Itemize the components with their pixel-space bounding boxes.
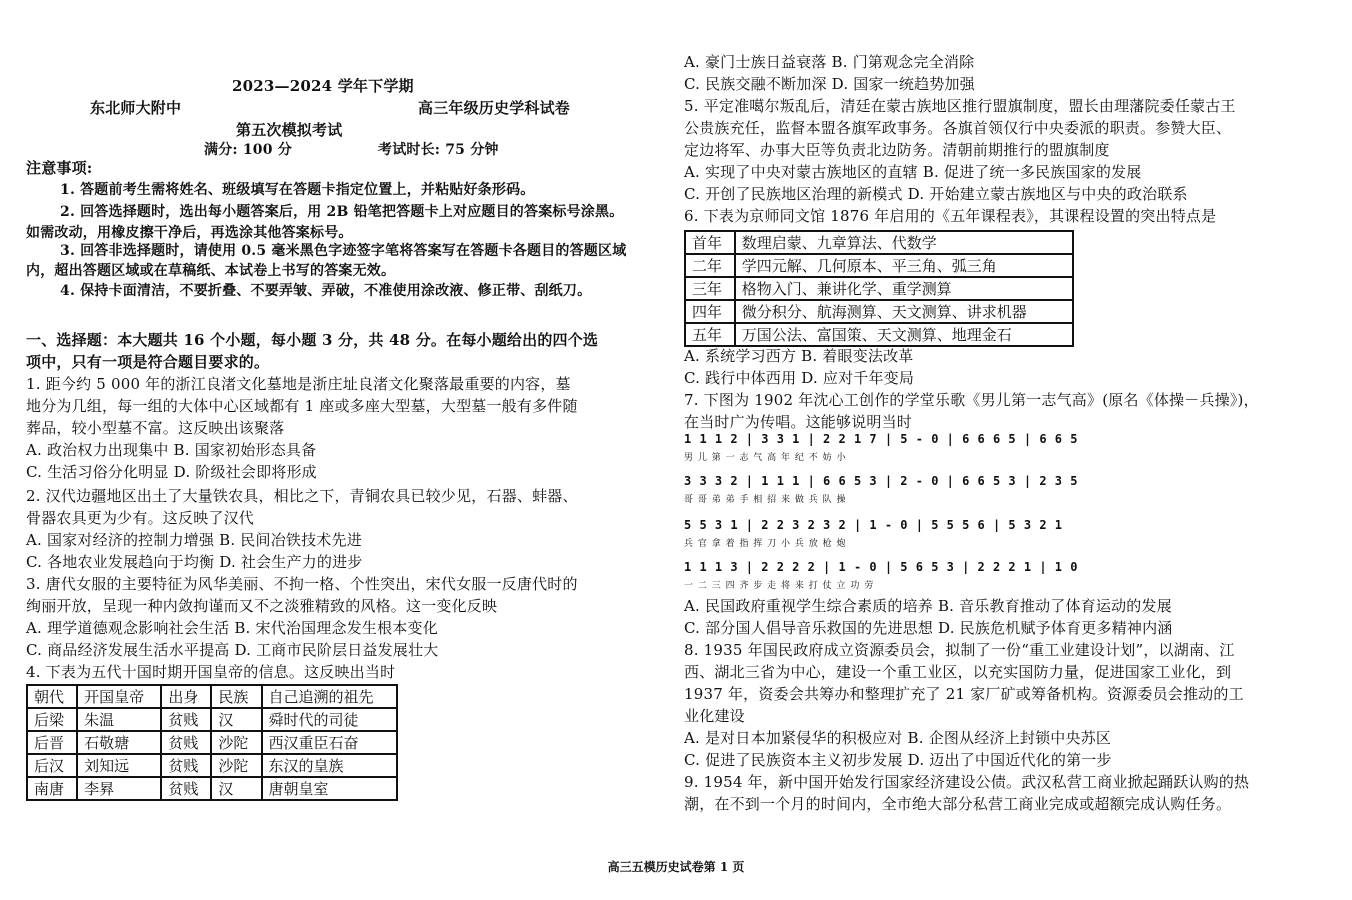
table-cell: 微分积分、航海测算、天文测算、讲求机器	[735, 300, 1073, 323]
page-footer: 高三五模历史试卷第 1 页	[607, 860, 745, 874]
table-cell: 舜时代的司徒	[262, 708, 397, 731]
table-cell: 二年	[685, 254, 735, 277]
score-staff-line: 1 1 1 3 | 2 2 2 2 | 1 - 0 | 5 6 5 3 | 2 2 2 1 | 1 0	[684, 560, 1078, 574]
question-4-options: C. 民族交融不断加深 D. 国家一统趋势加强	[684, 75, 975, 93]
table-cell: 格物入门、兼讲化学、重学测算	[735, 277, 1073, 300]
exam-round: 第五次模拟考试	[236, 121, 343, 139]
table-cell: 贫贱	[161, 731, 211, 754]
question-4-options: A. 豪门士族日益衰落 B. 门第观念完全消除	[684, 53, 975, 71]
table-cell: 后梁	[27, 708, 77, 731]
table-cell: 三年	[685, 277, 735, 300]
question-7-stem: 在当时广为传唱。这能够说明当时	[684, 413, 913, 431]
question-9-stem: 9. 1954 年，新中国开始发行国家经济建设公债。武汉私营工商业掀起踊跃认购的热	[684, 773, 1250, 791]
table-cell: 李昪	[77, 777, 161, 800]
exam-year: 2023—2024 学年下学期	[232, 77, 414, 95]
question-7-options: A. 民国政府重视学生综合素质的培养 B. 音乐教育推动了体育运动的发展	[684, 597, 1172, 615]
question-8-options: C. 促进了民族资本主义初步发展 D. 迈出了中国近代化的第一步	[684, 751, 1112, 769]
question-1-stem: 1. 距今约 5 000 年的浙江良渚文化墓地是浙庄址良渚文化聚落最重要的内容，墓	[26, 375, 571, 393]
question-8-stem: 业化建设	[684, 707, 745, 725]
question-6-stem: 6. 下表为京师同文馆 1876 年启用的《五年课程表》，其课程设置的突出特点是	[684, 207, 1217, 225]
question-8-stem: 西、湖北三省为中心，建设一个重工业区，以充实国防力量，促进国家工业化，到	[684, 663, 1232, 681]
question-5-options: C. 开创了民族地区治理的新模式 D. 开始建立蒙古族地区与中央的政治联系	[684, 185, 1188, 203]
table-cell: 东汉的皇族	[262, 754, 397, 777]
question-7-options: C. 部分国人倡导音乐救国的先进思想 D. 民族危机赋予体育更多精神内涵	[684, 619, 1173, 637]
table-row	[685, 254, 1073, 277]
table-header-cell: 开国皇帝	[77, 685, 161, 708]
question-3-stem: 3. 唐代女服的主要特征为风华美丽、不拘一格、个性突出，宋代女服一反唐代时的	[26, 575, 578, 593]
table-header-row	[27, 685, 397, 708]
score-info: 满分: 100 分	[204, 142, 292, 158]
question-9-stem: 潮，在不到一个月的时间内，全市绝大部分私营工商业完成或超额完成认购任务。	[684, 795, 1232, 813]
table-header-cell: 朝代	[27, 685, 77, 708]
score-lyric-line: 兵 官 拿 着 指 挥 刀 小 兵 放 枪 炮	[684, 539, 847, 549]
table-row	[685, 231, 1073, 254]
section-heading: 一、选择题：本大题共 16 个小题，每小题 3 分，共 48 分。在每小题给出的四个选	[26, 331, 599, 349]
table-cell: 唐朝皇室	[262, 777, 397, 800]
table-header-cell: 出身	[161, 685, 211, 708]
notice-line: 2. 回答选择题时，选出每小题答案后，用 2B 铅笔把答题卡上对应题目的答案标号涂黑。	[60, 204, 624, 220]
question-8-stem: 8. 1935 年国民政府成立资源委员会，拟制了一份“重工业建设计划”，以湖南、江	[684, 641, 1235, 659]
table-header-cell: 民族	[211, 685, 261, 708]
question-4-table	[26, 684, 398, 801]
table-cell: 学四元解、几何原本、平三角、弧三角	[735, 254, 1073, 277]
notice-title: 注意事项:	[26, 159, 93, 177]
table-cell: 贫贱	[161, 708, 211, 731]
table-cell: 首年	[685, 231, 735, 254]
question-6-options: A. 系统学习西方 B. 着眼变法改革	[684, 347, 914, 365]
time-info: 考试时长: 75 分钟	[378, 142, 499, 158]
score-staff-line: 5 5 3 1 | 2 2 3 2 3 2 | 1 - 0 | 5 5 5 6 | 5 3 2 1	[684, 518, 1063, 532]
table-cell: 五年	[685, 323, 735, 346]
table-cell: 朱温	[77, 708, 161, 731]
question-5-stem: 公贵族充任，监督本盟各旗军政事务。各旗首领仅行中央委派的职责。参赞大臣、	[684, 119, 1232, 137]
table-cell: 石敬瑭	[77, 731, 161, 754]
table-cell: 汉	[211, 708, 261, 731]
table-row	[685, 277, 1073, 300]
question-5-options: A. 实现了中央对蒙古族地区的直辖 B. 促进了统一多民族国家的发展	[684, 163, 1142, 181]
table-cell: 刘知远	[77, 754, 161, 777]
question-5-stem: 定边将军、办事大臣等负责北边防务。清朝前期推行的盟旗制度	[684, 141, 1110, 159]
table-cell: 后晋	[27, 731, 77, 754]
notice-line: 4. 保持卡面清洁，不要折叠、不要弄皱、弄破，不准使用涂改液、修正带、刮纸刀。	[60, 283, 592, 299]
table-cell: 后汉	[27, 754, 77, 777]
notice-line: 3. 回答非选择题时，请使用 0.5 毫米黑色字迹签字笔将答案写在答题卡各题目的答题区域	[60, 243, 627, 259]
notice-line: 如需改动，用橡皮擦干净后，再选涂其他答案标号。	[26, 225, 353, 241]
question-8-stem: 1937 年，资委会共筹办和整理扩充了 21 家厂矿或筹备机构。资源委员会推动的工	[684, 685, 1244, 703]
question-2-stem: 骨器农具更为少有。这反映了汉代	[26, 509, 255, 527]
question-3-stem: 绚丽开放，呈现一种内敛拘谨而又不之淡雅精致的风格。这一变化反映	[26, 597, 498, 615]
question-1-stem: 地分为几组，每一组的大体中心区域都有 1 座或多座大型墓，大型墓一般有多件随	[26, 397, 578, 415]
score-staff-line: 1 1 1 2 | 3 3 1 | 2 2 1 7 | 5 - 0 | 6 6 6 5 | 6 6 5	[684, 432, 1078, 446]
table-row	[685, 300, 1073, 323]
table-cell: 万国公法、富国策、天文测算、地理金石	[735, 323, 1073, 346]
table-cell: 贫贱	[161, 777, 211, 800]
question-3-options: C. 商品经济发展生活水平提高 D. 工商市民阶层日益发展壮大	[26, 641, 439, 659]
question-4-stem: 4. 下表为五代十国时期开国皇帝的信息。这反映出当时	[26, 663, 396, 681]
table-cell: 南唐	[27, 777, 77, 800]
score-lyric-line: 一 二 三 四 齐 步 走 将 来 打 仗 立 功 劳	[684, 581, 875, 591]
score-lyric-line: 男 儿 第 一 志 气 高 年 纪 不 妨 小	[684, 453, 847, 463]
table-row	[27, 754, 397, 777]
question-2-options: A. 国家对经济的控制力增强 B. 民间冶铁技术先进	[26, 531, 362, 549]
table-row	[685, 323, 1073, 346]
table-cell: 西汉重臣石奋	[262, 731, 397, 754]
table-cell: 贫贱	[161, 754, 211, 777]
question-1-options: C. 生活习俗分化明显 D. 阶级社会即将形成	[26, 463, 317, 481]
question-1-options: A. 政治权力出现集中 B. 国家初始形态具备	[26, 441, 317, 459]
question-8-options: A. 是对日本加紧侵华的积极应对 B. 企图从经济上封锁中央苏区	[684, 729, 1112, 747]
score-lyric-line: 哥 哥 弟 弟 手 相 招 来 做 兵 队 操	[684, 495, 847, 505]
table-row	[27, 731, 397, 754]
school-name: 东北师大附中	[90, 99, 182, 117]
question-6-table	[684, 230, 1074, 347]
table-row	[27, 777, 397, 800]
question-2-stem: 2. 汉代边疆地区出土了大量铁农具，相比之下，青铜农具已较少见，石器、蚌器、	[26, 487, 578, 505]
table-row	[27, 708, 397, 731]
table-cell: 四年	[685, 300, 735, 323]
music-score	[684, 432, 1124, 591]
notice-line: 内，超出答题区域或在草稿纸、本试卷上书写的答案无效。	[26, 263, 396, 279]
question-1-stem: 葬品，较小型墓不富。这反映出该聚落	[26, 419, 285, 437]
question-3-options: A. 理学道德观念影响社会生活 B. 宋代治国理念发生根本变化	[26, 619, 438, 637]
score-staff-line: 3 3 3 2 | 1 1 1 | 6 6 5 3 | 2 - 0 | 6 6 5 3 | 2 3 5	[684, 474, 1078, 488]
question-5-stem: 5. 平定准噶尔叛乱后，清廷在蒙古族地区推行盟旗制度，盟长由理藩院委任蒙古王	[684, 97, 1236, 115]
question-6-options: C. 践行中体西用 D. 应对千年变局	[684, 369, 915, 387]
table-header-cell: 自己追溯的祖先	[262, 685, 397, 708]
table-cell: 汉	[211, 777, 261, 800]
exam-title: 高三年级历史学科试卷	[418, 99, 571, 117]
section-heading: 项中，只有一项是符合题目要求的。	[26, 353, 270, 371]
notice-line: 1. 答题前考生需将姓名、班级填写在答题卡指定位置上，并粘贴好条形码。	[60, 182, 535, 198]
table-cell: 数理启蒙、九章算法、代数学	[735, 231, 1073, 254]
question-2-options: C. 各地农业发展趋向于均衡 D. 社会生产力的进步	[26, 553, 363, 571]
table-cell: 沙陀	[211, 754, 261, 777]
table-cell: 沙陀	[211, 731, 261, 754]
question-7-stem: 7. 下图为 1902 年沈心工创作的学堂乐歌《男儿第一志气高》(原名《体操－兵操》)，	[684, 391, 1259, 409]
